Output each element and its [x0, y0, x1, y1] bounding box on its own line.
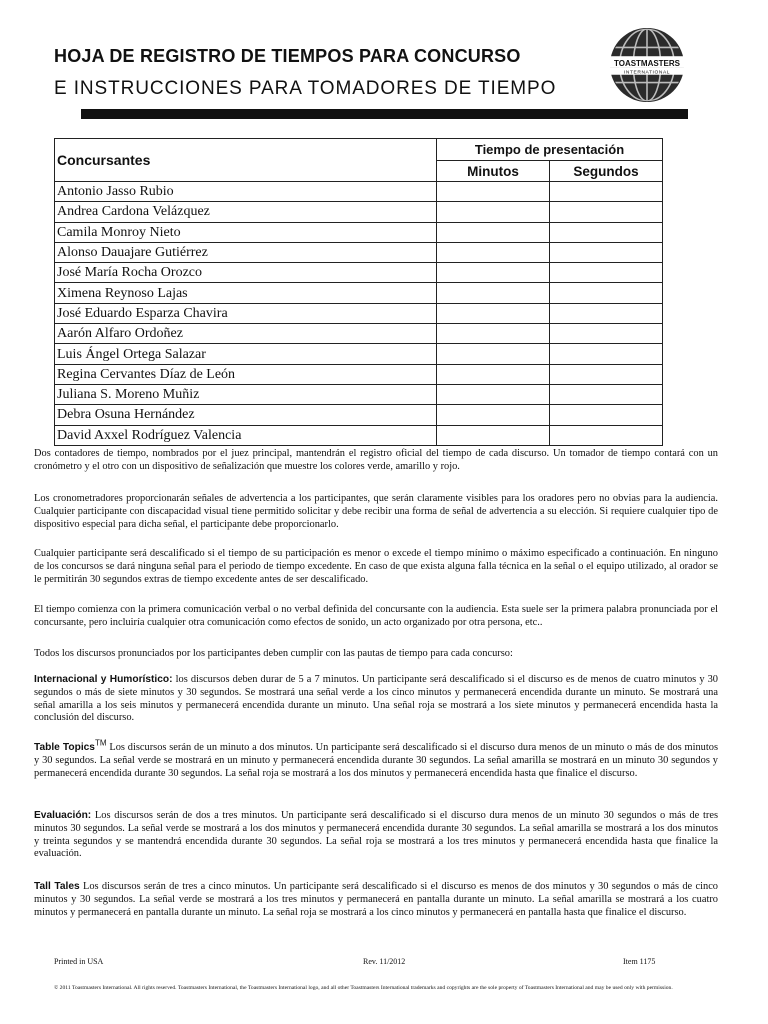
table-row [55, 202, 663, 222]
table-row [55, 324, 663, 344]
minutes-cell[interactable] [437, 283, 550, 303]
contest-rule-text: Los discursos serán de dos a tres minutos. Un participante será descalificado si el discurso dura menos de un minuto 30 segundos o más de tres minutos 30 segundos. La señal verde se mostrará a los dos minutos y permanecerá encendida durante 30 segundos. La señal amarilla se mostrará a los dos minutos y treinta segundos y se mantendrá encendida durante 30 segundos. La señal roja se mostrará a los tres minutos y permanecerá encendida hasta que finalice la evaluación. [34, 810, 718, 860]
contestant-name: Debra Osuna Hernández [55, 405, 437, 425]
contest-label: Internacional y Humorístico: [34, 674, 173, 685]
seconds-cell[interactable] [550, 283, 663, 303]
instructions-paragraph: Todos los discursos pronunciados por los participantes deben cumplir con las pautas de tiempo para cada concurso: [34, 648, 513, 659]
seconds-cell[interactable] [550, 324, 663, 344]
contestant-name: Regina Cervantes Díaz de León [55, 364, 437, 384]
item-number: Item 1175 [623, 957, 656, 966]
table-row [55, 344, 663, 364]
seconds-header: Segundos [550, 161, 663, 182]
printed-in: Printed in USA [54, 957, 104, 966]
minutes-cell[interactable] [437, 425, 550, 445]
logo-wordmark: TOASTMASTERS [614, 58, 680, 68]
contest-label: Tall Tales [34, 881, 80, 892]
minutes-cell[interactable] [437, 263, 550, 283]
table-row [55, 283, 663, 303]
seconds-cell[interactable] [550, 425, 663, 445]
minutes-cell[interactable] [437, 344, 550, 364]
table-row [55, 303, 663, 323]
contest-rule-international [34, 674, 718, 725]
table-row [55, 384, 663, 404]
contest-rule-text: los discursos deben durar de 5 a 7 minutos. Un participante será descalificado si el discurso es de menos de cuatro minutos y 30 segundos o más de siete minutos y 30 segundos. Se mostrará una señal verde a los cinco minutos y permanecerá encendida durante un minuto. Se mostrará una señal amarilla a los seis minutos y permanecerá encendida durante un minuto. Una señal roja se mostrará a los siete minutos y permanecerá encendida hasta la conclusión del discurso. [34, 674, 719, 724]
instructions-paragraph: Cualquier participante será descalificado si el tiempo de su participación es menor o excede el tiempo mínimo o máximo especificado a continuación. En ninguno de los concursos se dará ninguna señal para el periodo de tiempo excedente. En caso de que exista alguna falla técnica en la señal o el equipo utilizado, al orador se le permitirán 30 segundos extras de tiempo excedente antes de ser descalificado. [34, 548, 718, 585]
seconds-cell[interactable] [550, 344, 663, 364]
timing-table [54, 138, 663, 446]
contestant-name: David Axxel Rodríguez Valencia [55, 425, 437, 445]
page-subtitle: E INSTRUCCIONES PARA TOMADORES DE TIEMPO [54, 78, 557, 99]
table-row [55, 263, 663, 283]
table-row [55, 405, 663, 425]
contestant-name: Juliana S. Moreno Muñiz [55, 384, 437, 404]
minutes-header: Minutos [437, 161, 550, 182]
contest-rule-tall-tales [34, 881, 718, 919]
contestant-name: Andrea Cardona Velázquez [55, 202, 437, 222]
contestant-name: Antonio Jasso Rubio [55, 182, 437, 202]
contest-label: Table Topics [34, 742, 95, 753]
contest-label: Evaluación: [34, 810, 92, 821]
contestants-header: Concursantes [55, 139, 437, 182]
contest-rule-evaluation [34, 810, 718, 861]
seconds-cell[interactable] [550, 405, 663, 425]
contestant-name: José María Rocha Orozco [55, 263, 437, 283]
minutes-cell[interactable] [437, 384, 550, 404]
logo-subtext: INTERNATIONAL [623, 70, 671, 76]
title-rule [81, 109, 688, 119]
minutes-cell[interactable] [437, 405, 550, 425]
seconds-cell[interactable] [550, 222, 663, 242]
table-row [55, 222, 663, 242]
minutes-cell[interactable] [437, 202, 550, 222]
page-title: HOJA DE REGISTRO DE TIEMPOS PARA CONCURSO [54, 46, 521, 66]
instructions-paragraph: Los cronometradores proporcionarán señales de advertencia a los participantes, que serán claramente visibles para los oradores pero no obvias para la audiencia. Cualquier participante con discapacidad visual tiene permitido solicitar y debe recibir una forma de señal de advertencia a su elección. Si requiere cualquier tipo de dispositivo especial para dicha señal, el participante debe proporcionarlo. [34, 493, 718, 530]
table-row [55, 242, 663, 262]
minutes-cell[interactable] [437, 222, 550, 242]
seconds-cell[interactable] [550, 242, 663, 262]
copyright-notice: © 2011 Toastmasters International. All rights reserved. Toastmasters International, the Toastmasters International logo, and all other Toastmasters International trademarks and copyrights are the sole property of Toastmasters International and may be used only with permission. [54, 985, 673, 991]
revision: Rev. 11/2012 [363, 957, 406, 966]
table-row [55, 364, 663, 384]
seconds-cell[interactable] [550, 202, 663, 222]
minutes-cell[interactable] [437, 182, 550, 202]
seconds-cell[interactable] [550, 384, 663, 404]
toastmasters-logo-icon [608, 26, 686, 104]
contestant-name: José Eduardo Esparza Chavira [55, 303, 437, 323]
contest-rule-table-topics [34, 738, 718, 780]
contest-rule-text: Los discursos serán de tres a cinco minutos. Un participante será descalificado si el discurso es menos de dos minutos y 30 segundos o más de cinco minutos y 30 segundos. La señal verde se mostrará a los tres minutos y permanecerá en pantalla durante un minuto. La señal amarilla se mostrará a los cuatro minutos y permanecerá en pantalla durante un minuto. La señal roja se mostrará a los cinco minutos y permanecerá en pantalla hasta que finalice el discurso. [34, 881, 718, 918]
contestant-name: Aarón Alfaro Ordoñez [55, 324, 437, 344]
trademark-mark: TM [94, 738, 107, 748]
seconds-cell[interactable] [550, 182, 663, 202]
contest-rule-text: Los discursos serán de un minuto a dos minutos. Un participante será descalificado si el discurso dura menos de un minuto o más de dos minutos y 30 segundos. La señal verde se mostrará en un minuto y permanecerá encendida durante 30 segundos. La señal amarilla se mostrará en un minuto 30 segundos y permanecerá encendida durante 30 segundos. La señal roja se mostrará a los dos minutos y permanecerá encendida hasta que finalice el discurso. [34, 742, 718, 779]
minutes-cell[interactable] [437, 303, 550, 323]
contestant-name: Ximena Reynoso Lajas [55, 283, 437, 303]
minutes-cell[interactable] [437, 324, 550, 344]
contestant-name: Luis Ángel Ortega Salazar [55, 344, 437, 364]
contestant-name: Alonso Dauajare Gutiérrez [55, 242, 437, 262]
instructions-paragraph: El tiempo comienza con la primera comunicación verbal o no verbal definida del concursante con la audiencia. Esta suele ser la primera palabra pronunciada por el concursante, pero incluiría cualquier otra comunicación como efectos de sonido, un acto organizado por otra persona, etc.. [34, 604, 718, 628]
presentation-time-header: Tiempo de presentación [437, 139, 663, 161]
instructions-paragraph: Dos contadores de tiempo, nombrados por el juez principal, mantendrán el registro oficial del tiempo de cada discurso. Un tomador de tiempo contará con un cronómetro y el otro con un dispositivo de señalización que muestre los colores verde, amarillo y rojo. [34, 448, 718, 472]
seconds-cell[interactable] [550, 263, 663, 283]
seconds-cell[interactable] [550, 303, 663, 323]
table-row [55, 425, 663, 445]
table-row [55, 182, 663, 202]
contestant-name: Camila Monroy Nieto [55, 222, 437, 242]
minutes-cell[interactable] [437, 242, 550, 262]
minutes-cell[interactable] [437, 364, 550, 384]
seconds-cell[interactable] [550, 364, 663, 384]
